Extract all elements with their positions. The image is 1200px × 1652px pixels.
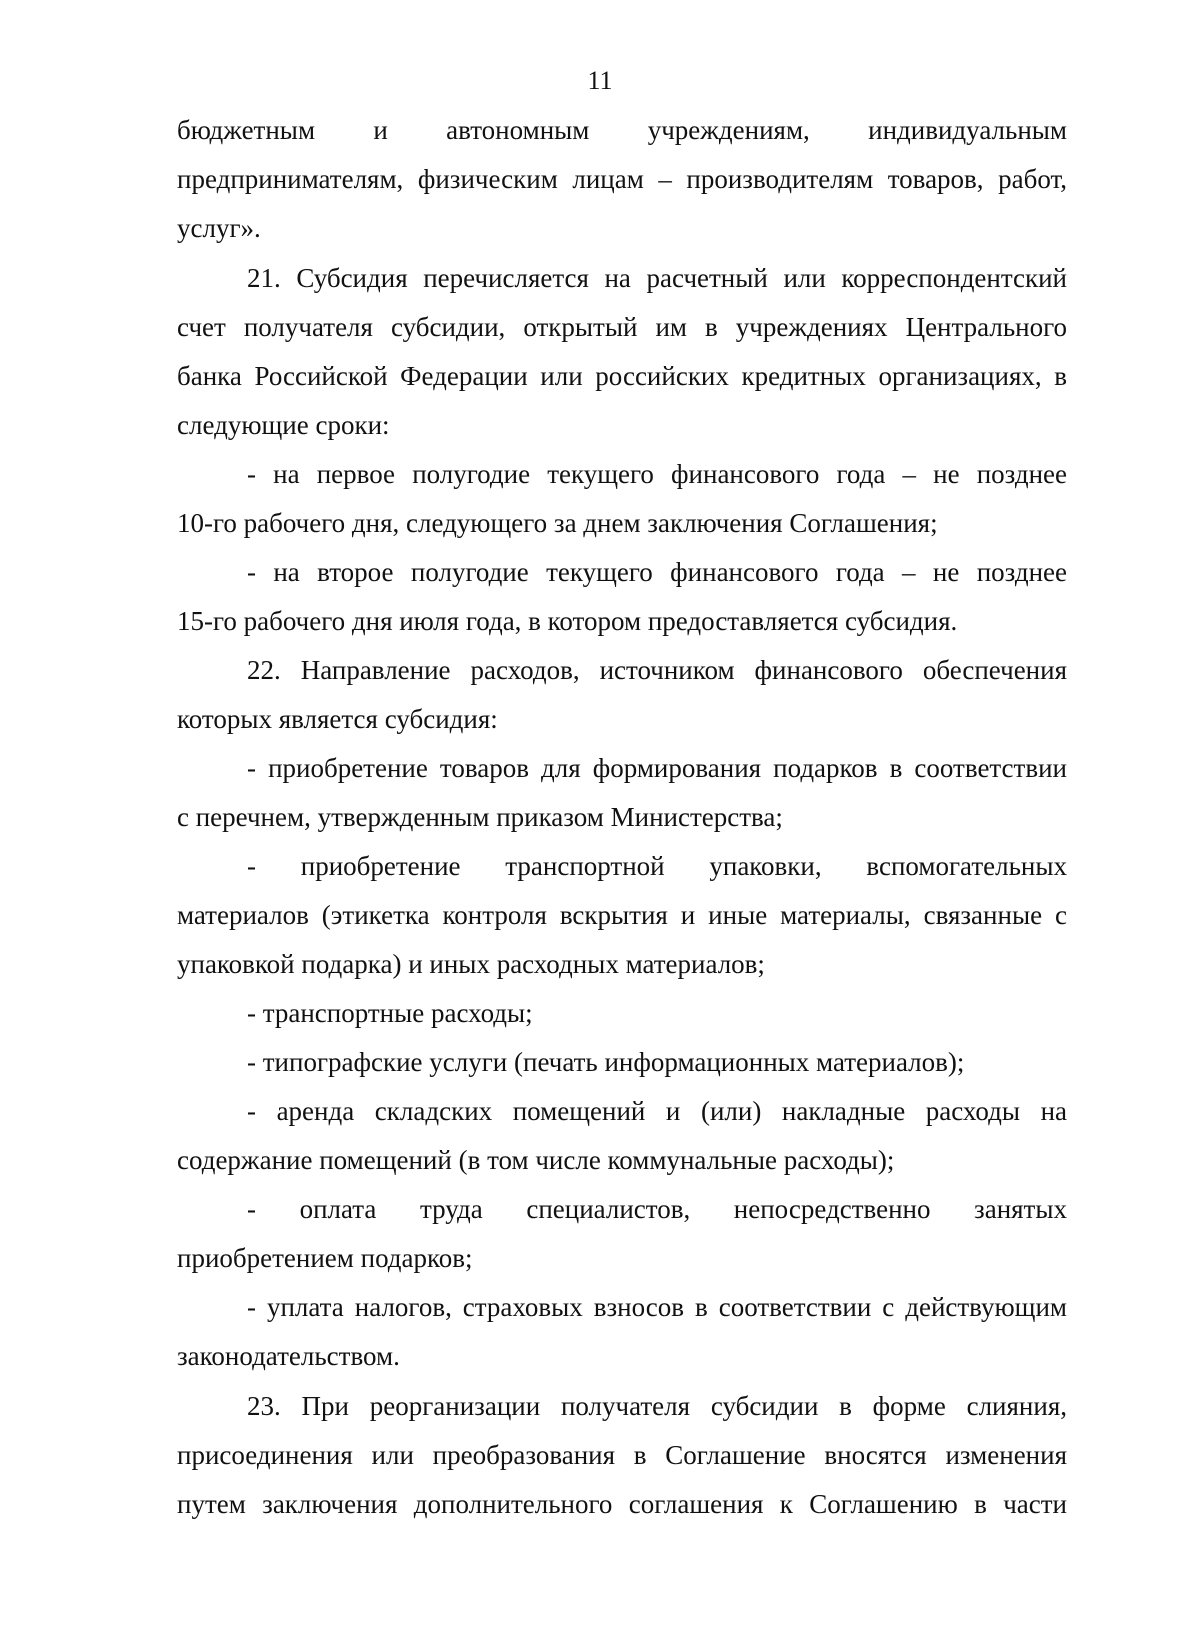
paragraph-printing [177,1038,1067,1087]
text-line: бюджетным и автономным учреждениям, индивидуальным [177,115,1067,145]
text-line: путем заключения дополнительного соглашения к Соглашению в части [177,1489,1067,1519]
text-line: 15-го рабочего дня июля года, в котором предоставляется субсидия. [177,606,958,636]
paragraph-labor [177,1185,1067,1283]
text-line: присоединения или преобразования в Соглашение вносятся изменения [177,1440,1067,1470]
text-line: - приобретение транспортной упаковки, вспомогательных [247,851,1067,881]
text-line: - приобретение товаров для формирования подарков в соответствии [247,753,1067,783]
text-line: 10-го рабочего дня, следующего за днем заключения Соглашения; [177,508,938,538]
paragraph-item-22 [177,646,1067,744]
text-line: - на второе полугодие текущего финансового года – не позднее [247,557,1067,587]
text-line: упаковкой подарка) и иных расходных материалов; [177,949,765,979]
paragraph-item-23 [177,1382,1067,1529]
text-line: приобретением подарков; [177,1243,473,1273]
page-number: 11 [587,66,613,95]
text-line: предпринимателям, физическим лицам – производителям товаров, работ, [177,164,1067,194]
text-line: которых является субсидия: [177,704,498,734]
paragraph-transport [177,989,1067,1038]
paragraph-item-21 [177,254,1067,450]
text-line: 21. Субсидия перечисляется на расчетный или корреспондентский [247,263,1067,293]
text-line: - уплата налогов, страховых взносов в соответствии с действующим [247,1292,1067,1322]
text-line: законодательством. [177,1341,400,1371]
text-line: материалов (этикетка контроля вскрытия и иные материалы, связанные с [177,900,1067,930]
text-line: с перечнем, утвержденным приказом Министерства; [177,802,783,832]
text-line: - аренда складских помещений и (или) накладные расходы на [247,1096,1067,1126]
text-line: услуг». [177,213,261,243]
text-line: банка Российской Федерации или российских кредитных организациях, в [177,361,1067,391]
text-line: - оплата труда специалистов, непосредственно занятых [247,1194,1067,1224]
text-line: 22. Направление расходов, источником финансового обеспечения [247,655,1067,685]
document-body [177,106,1067,1529]
text-line: 23. При реорганизации получателя субсидии в форме слияния, [247,1391,1067,1421]
text-line: - транспортные расходы; [247,998,533,1028]
text-line: содержание помещений (в том числе коммунальные расходы); [177,1145,895,1175]
text-line: - типографские услуги (печать информационных материалов); [247,1047,965,1077]
paragraph-continuation [177,106,1067,253]
paragraph-goods-purchase [177,744,1067,842]
paragraph-rent [177,1087,1067,1185]
paragraph-taxes [177,1283,1067,1381]
text-line: - на первое полугодие текущего финансового года – не позднее [247,459,1067,489]
text-line: следующие сроки: [177,410,390,440]
text-line: счет получателя субсидии, открытый им в учреждениях Центрального [177,312,1067,342]
paragraph-first-half-year [177,450,1067,548]
paragraph-second-half-year [177,548,1067,646]
paragraph-packaging [177,842,1067,989]
